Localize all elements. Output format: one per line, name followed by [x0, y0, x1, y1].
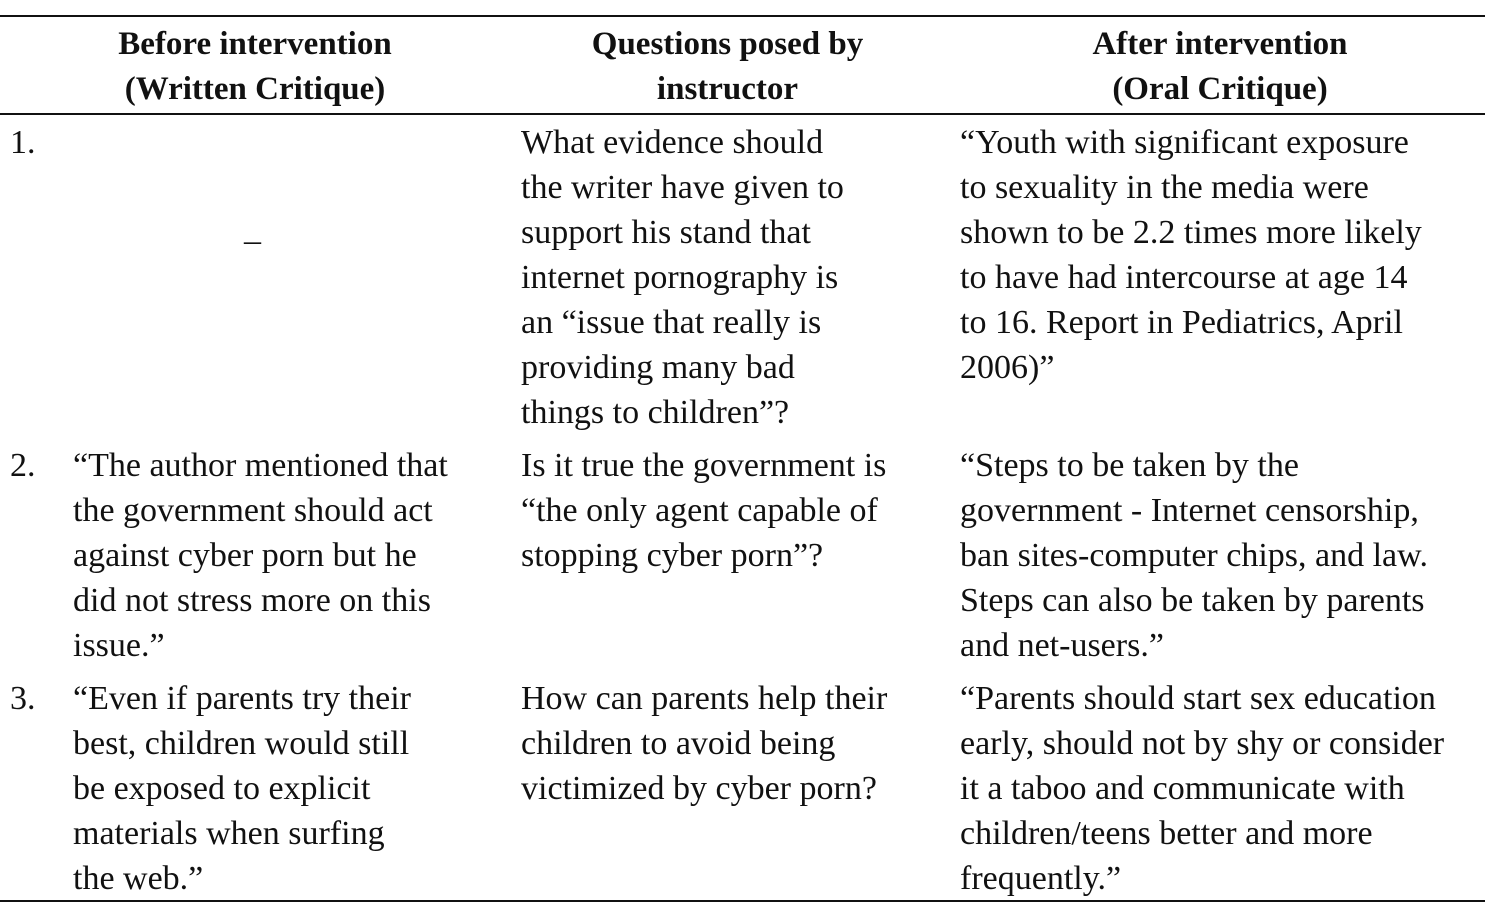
cell-line: providing many bad [521, 349, 795, 386]
row-number-text: 2. [10, 447, 36, 484]
before-cell [73, 443, 503, 668]
cell-line: ban sites-computer chips, and law. [960, 537, 1428, 574]
header-line: (Written Critique) [124, 71, 386, 107]
cell-line: best, children would still [73, 725, 410, 762]
cell-line: materials when surfing [73, 815, 385, 852]
cell-line: did not stress more on this [73, 582, 431, 619]
cell-line: the writer have given to [521, 169, 844, 206]
cell-line: the web.” [73, 860, 204, 897]
cell-line: to sexuality in the media were [960, 169, 1369, 206]
cell-line: internet pornography is [521, 259, 839, 296]
cell-line: issue.” [73, 627, 165, 664]
cell-line: What evidence should [521, 124, 824, 161]
cell-line: victimized by cyber porn? [521, 770, 877, 807]
header-line: instructor [656, 71, 799, 107]
row-number-text: 1. [10, 124, 36, 161]
cell-line: children/teens better and more [960, 815, 1373, 852]
row-number [10, 120, 65, 165]
row-number [10, 443, 65, 488]
cell-line: and net-users.” [960, 627, 1164, 664]
cell-line: an “issue that really is [521, 304, 822, 341]
cell-line: “Parents should start sex education [960, 680, 1436, 717]
cell-line: shown to be 2.2 times more likely [960, 214, 1422, 251]
question-cell [521, 676, 941, 811]
cell-line: “The author mentioned that [73, 447, 448, 484]
header-line: Before intervention [118, 26, 392, 62]
header-after-intervention [1040, 22, 1400, 112]
cell-line: Steps can also be taken by parents [960, 582, 1425, 619]
header-questions [520, 22, 935, 112]
cell-line: early, should not by shy or consider [960, 725, 1445, 762]
table-top-rule [0, 15, 1485, 17]
after-cell [960, 676, 1480, 901]
cell-line: Is it true the government is [521, 447, 887, 484]
cell-line: “Youth with significant exposure [960, 124, 1409, 161]
header-bottom-rule [0, 113, 1485, 115]
question-cell [521, 120, 941, 435]
cell-line: be exposed to explicit [73, 770, 371, 807]
before-cell [73, 676, 503, 901]
cell-line: it a taboo and communicate with [960, 770, 1405, 807]
cell-line: How can parents help their [521, 680, 888, 717]
cell-line: the government should act [73, 492, 433, 529]
cell-line: government - Internet censorship, [960, 492, 1419, 529]
row-number [10, 676, 65, 721]
table-bottom-rule [0, 900, 1485, 902]
cell-line: “the only agent capable of [521, 492, 878, 529]
header-line: (Oral Critique) [1112, 71, 1328, 107]
cell-line: “Steps to be taken by the [960, 447, 1299, 484]
question-cell [521, 443, 941, 578]
cell-line: frequently.” [960, 860, 1122, 897]
header-line: After intervention [1092, 26, 1348, 62]
cell-line: stopping cyber porn”? [521, 537, 824, 574]
cell-line: 2006)” [960, 349, 1055, 386]
header-line: Questions posed by [591, 26, 864, 62]
after-cell [960, 443, 1480, 668]
header-before-intervention [70, 22, 440, 112]
row-number-text: 3. [10, 680, 36, 717]
cell-line: things to children”? [521, 394, 790, 431]
empty-cell-dash: – [244, 222, 261, 259]
cell-line: to have had intercourse at age 14 [960, 259, 1408, 296]
cell-line: children to avoid being [521, 725, 836, 762]
cell-line: against cyber porn but he [73, 537, 417, 574]
cell-line: support his stand that [521, 214, 811, 251]
after-cell [960, 120, 1480, 390]
cell-line: “Even if parents try their [73, 680, 411, 717]
cell-line: to 16. Report in Pediatrics, April [960, 304, 1403, 341]
